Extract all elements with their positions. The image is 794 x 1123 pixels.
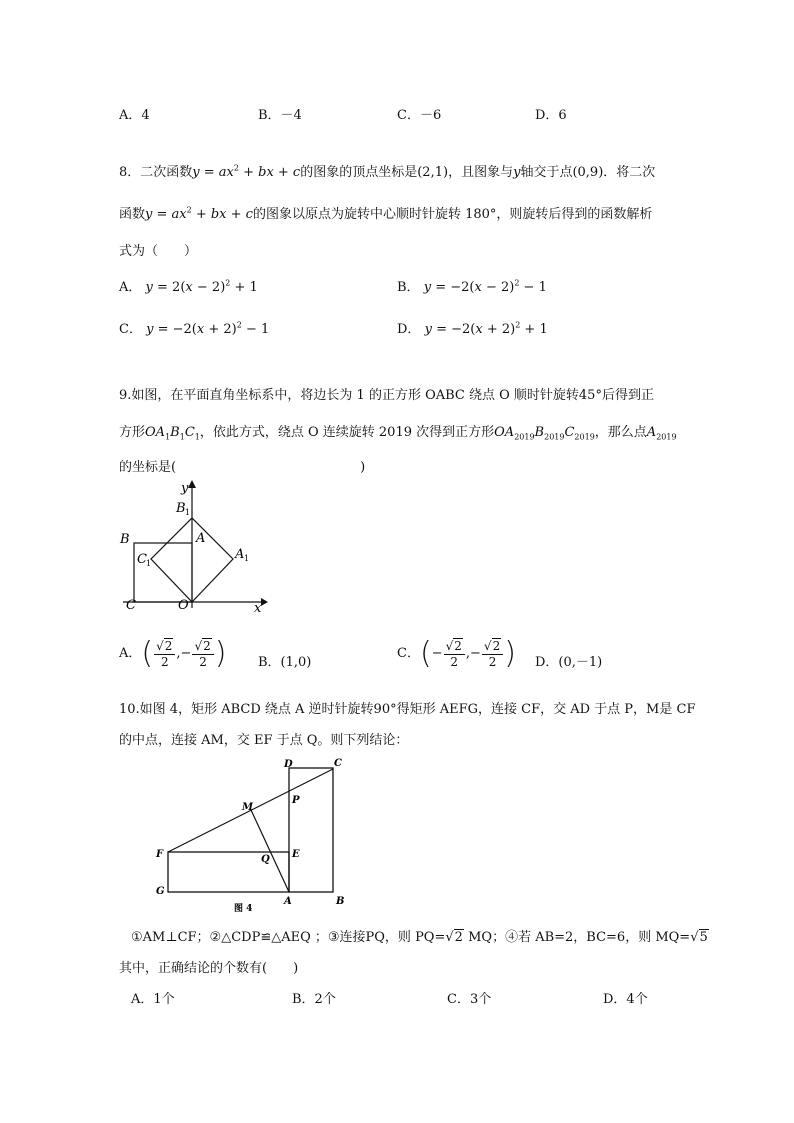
q9-label-b: B (120, 532, 130, 547)
q9-label-x: x (254, 601, 262, 616)
q10-label-a: A (284, 896, 292, 907)
q9-line2: 方形$OA_1B_1C_1$，依此方式，绕点 O 连续旋转 2019 次得到正方形$OA_{2019}B_{2019}C_{2019}$，那么点$A_{2019}$ (119, 425, 677, 442)
q9-option-c: C．(− $\frac{√2}{2}$ ,− $\frac{√2}{2}$ ) (397, 636, 516, 671)
q10-rectangle-figure (150, 754, 360, 916)
q8-option-c: C． $y = -2(x + 2)^2 - 1$ (119, 320, 270, 337)
q10-label-c: C (334, 758, 342, 769)
q10-figure-caption: 图 4 (234, 904, 253, 914)
q10-option-a: A．1个 (131, 992, 175, 1007)
q9-label-y: y (181, 481, 189, 496)
q10-option-c: C．3个 (447, 992, 492, 1007)
q8-line1: 8．二次函数$y = ax^2$ + bx + c的图象的顶点坐标是(2,1)，且图象与y轴交于点(0,9)．将二次 (119, 163, 656, 180)
q7-option-c: C．－6 (397, 108, 442, 123)
q10-label-b: B (336, 896, 345, 907)
q10-option-b: B．2个 (292, 992, 336, 1007)
q10-conclusions: ①AM⊥CF；②△CDP≌△AEQ ；③连接PQ，则 PQ=√2 MQ；④若 AB=2，BC=6，则 MQ=√5 (131, 930, 708, 945)
q9-coordinate-figure (115, 478, 275, 618)
q10-option-d: D．4个 (603, 992, 648, 1007)
q8-option-a: A． $y = 2(x - 2)^2 + 1$ (119, 278, 258, 295)
q10-label-m: M (242, 802, 254, 813)
q9-label-o: O (178, 598, 189, 613)
q9-label-c: C (126, 598, 136, 613)
q7-option-a: A．4 (119, 108, 150, 123)
q9-option-d: D．(0,－1) (535, 655, 603, 670)
q9-label-b1: B (176, 501, 186, 516)
q8-line3: 式为（ ） (119, 244, 198, 259)
q9-line3: 的坐标是( ) (119, 460, 366, 475)
q9-label-c1: C (137, 552, 147, 567)
svg-text:1: 1 (185, 508, 191, 517)
q9-label-a: A (196, 531, 206, 546)
q9-line1: 9.如图，在平面直角坐标系中，将边长为 1 的正方形 OABC 绕点 O 顺时针旋转45°后得到正 (119, 388, 654, 403)
svg-text:1: 1 (244, 554, 250, 563)
q10-label-q: Q (261, 854, 270, 865)
q10-label-d: D (284, 759, 293, 770)
q10-line1: 10.如图 4，矩形 ABCD 绕点 A 逆时针旋转90°得矩形 AEFG，连接 CF，交 AD 于点 P，M是 CF (119, 702, 696, 717)
q10-label-f: F (156, 849, 164, 860)
q10-label-e: E (292, 849, 300, 860)
q8-line2: 函数$y = ax^2$ + bx + c的图象以原点为旋转中心顺时针旋转 180°，则旋转后得到的函数解析 (119, 205, 653, 222)
q7-option-b: B．－4 (258, 108, 302, 123)
q8-option-b: B． $y = -2(x - 2)^2 - 1$ (397, 278, 547, 295)
q9-option-a: A．( $\frac{√2}{2}$ ,− $\frac{√2}{2}$ ) (119, 636, 227, 671)
q10-label-p: P (292, 795, 300, 806)
q10-line2: 的中点，连接 AM，交 EF 于点 Q。则下列结论： (119, 733, 409, 748)
q8-option-d: D． $y = -2(x + 2)^2 + 1$ (397, 320, 548, 337)
q9-option-b: B．(1,0) (258, 655, 312, 670)
q10-question: 其中，正确结论的个数有( ) (119, 961, 299, 976)
q10-label-g: G (156, 886, 165, 897)
svg-text:1: 1 (146, 559, 152, 568)
q9-label-a1: A (235, 547, 245, 562)
q7-option-d: D．6 (535, 108, 567, 123)
